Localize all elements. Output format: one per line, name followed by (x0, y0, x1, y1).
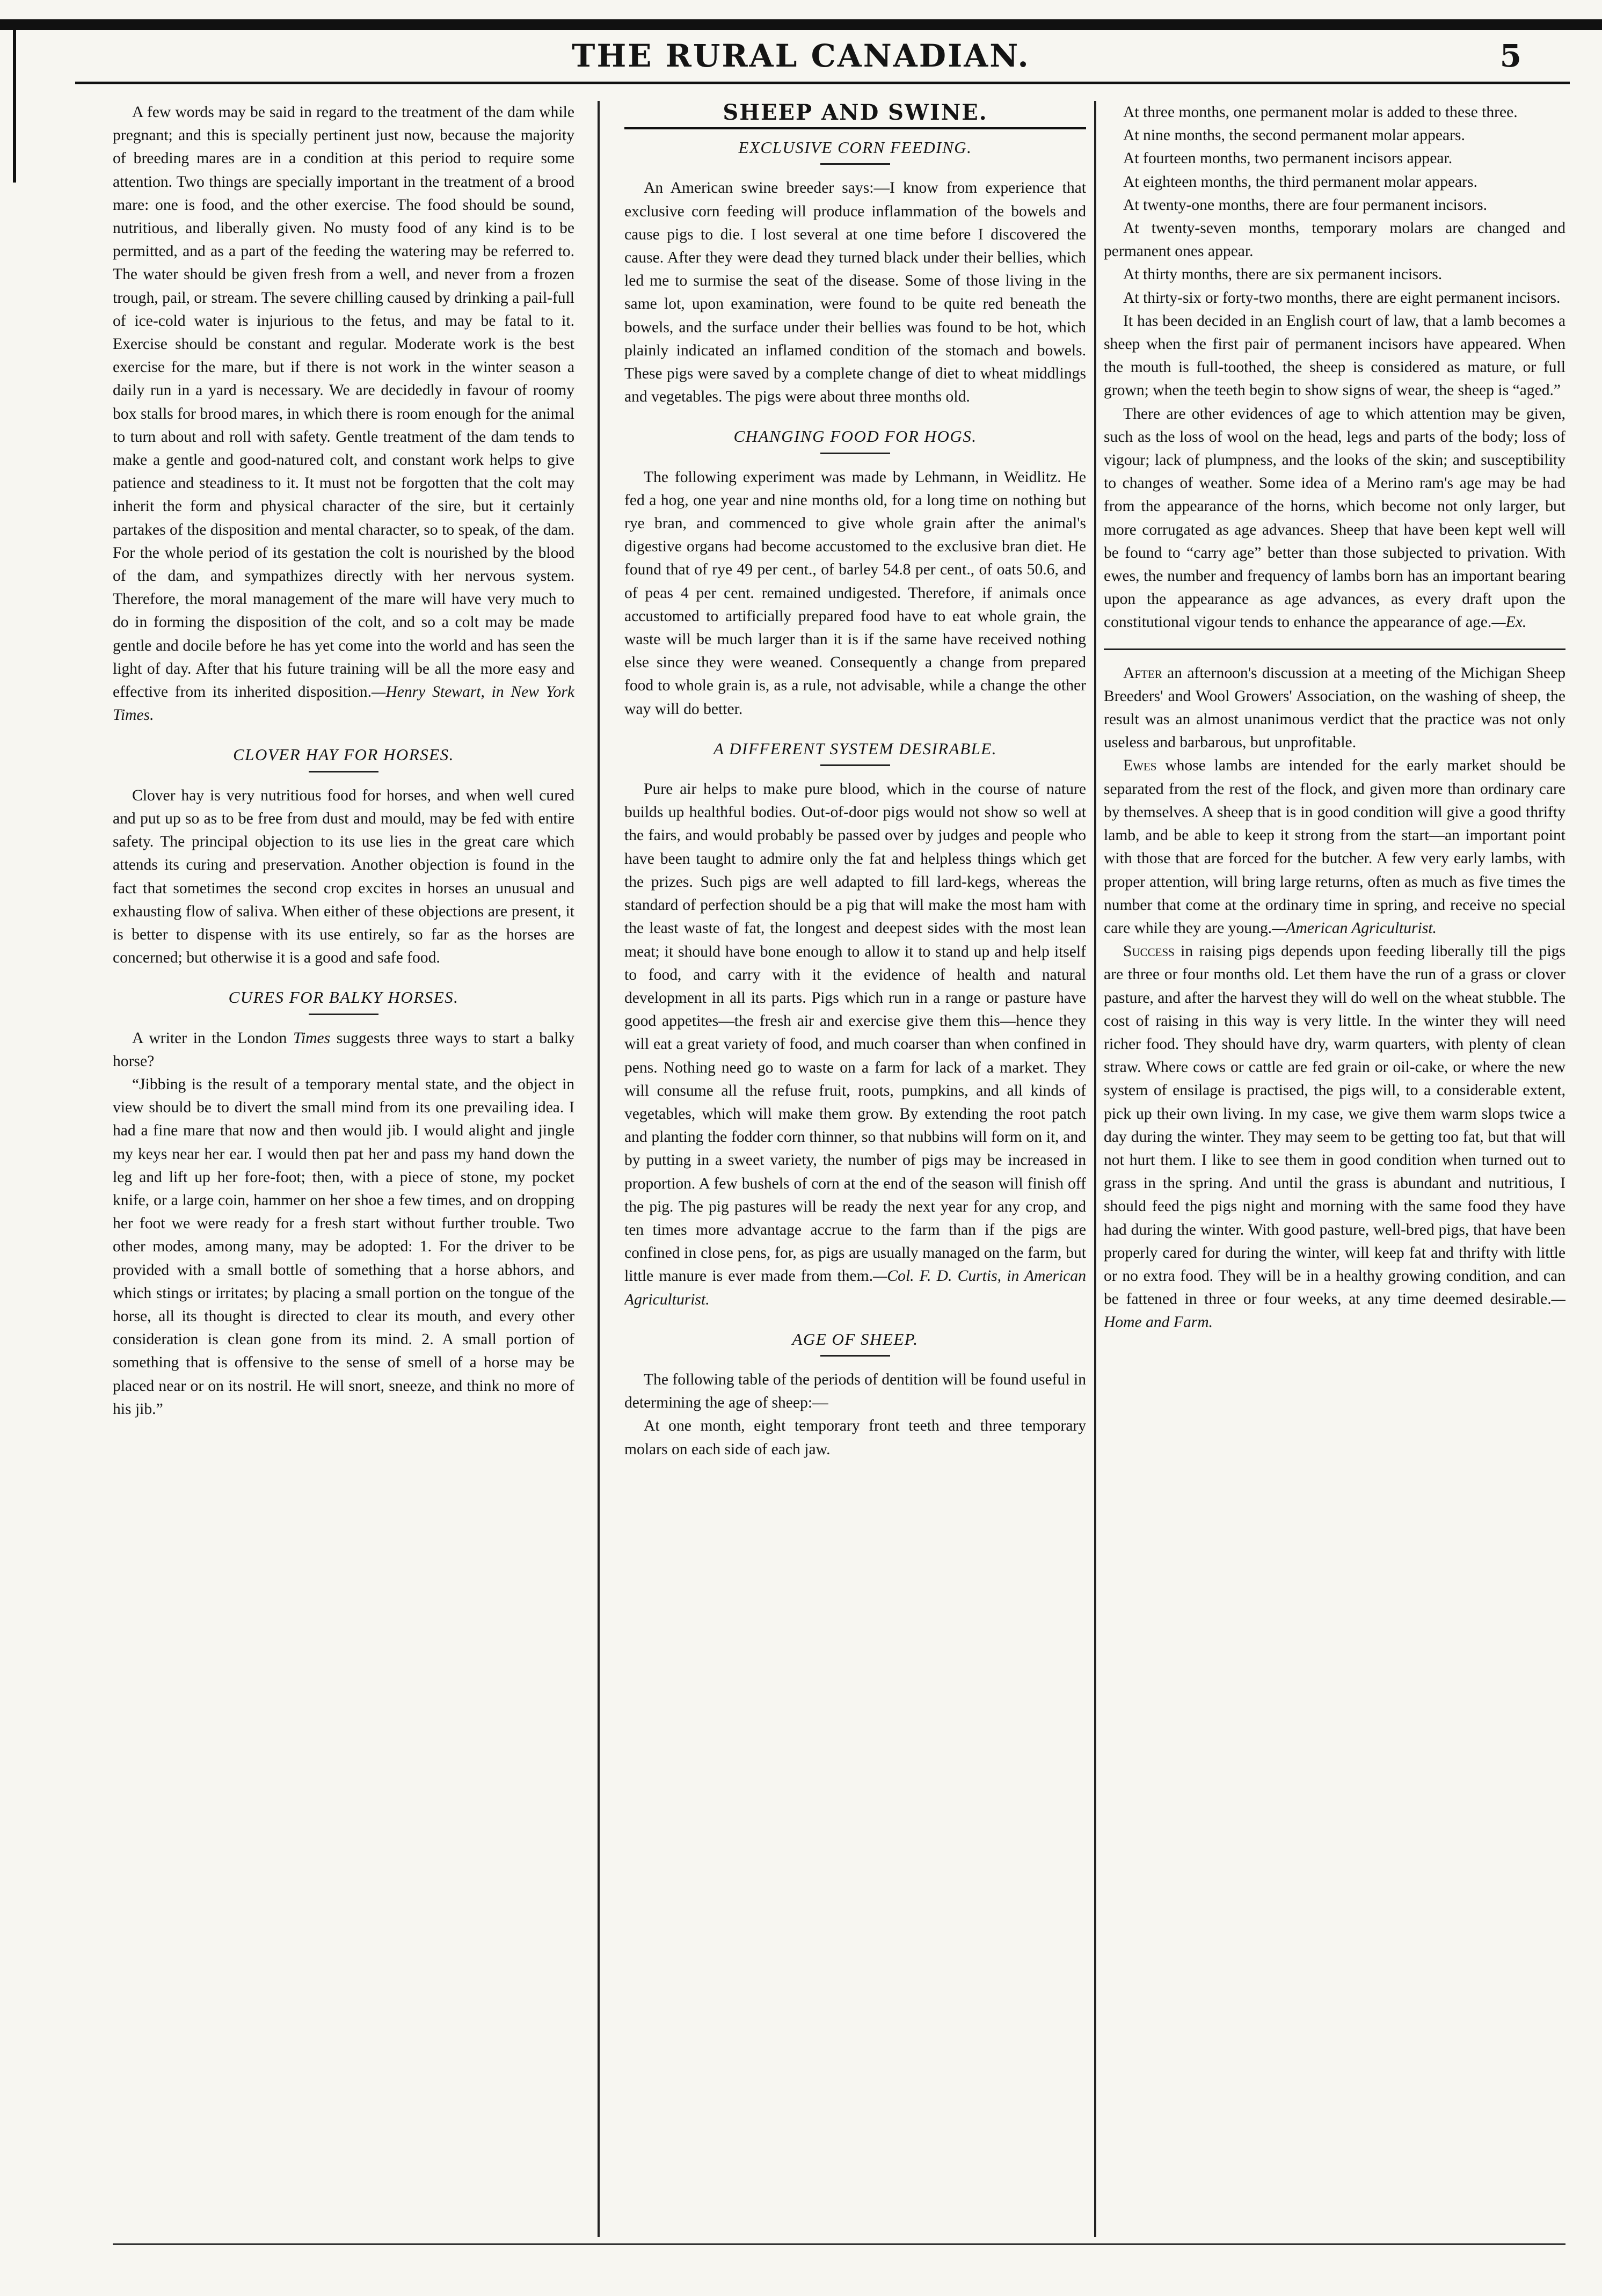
masthead (0, 38, 1602, 89)
different-system-credit: —Col. F. D. Curtis, in American Agriculturist. (624, 1267, 1086, 1308)
dentition-entry: At fourteen months, two permanent incisors appear. (1123, 150, 1453, 167)
early-lambs-lead: Ewes (1123, 757, 1157, 775)
age-of-sheep-intro: The following table of the periods of dentition will be found useful in determining the age of sheep:— (624, 1371, 1086, 1412)
raising-pigs-article (1104, 940, 1565, 1334)
balky-intro-text-end: suggests three ways to start a balky horse? (113, 1029, 574, 1070)
early-lambs-article (1104, 754, 1565, 940)
article-divider (1104, 648, 1565, 650)
dentition-entry: At nine months, the second permanent molar appears. (1123, 127, 1465, 144)
corn-feeding-text: An American swine breeder says:—I know from experience that exclusive corn feeding will produce inflammation of the bowels and cause pigs to die. I lost several at one time before I discovered the cause. After they were dead they turned black under their bellies, which led me to surmise the seat of the disease. Some of those living in the same lot, upon examination, were found to be quite red beneath the bowels, and the surface under their bellies was found to be hot, which plainly indicated an inflamed condition of the stomach and bowels. These pigs were saved by a complete change of diet to wheat middlings and vegetables. The pigs were about three months old. (624, 179, 1086, 406)
age-evidence-credit: —Ex. (1491, 614, 1527, 631)
short-rule (309, 771, 378, 772)
column-3 (1104, 101, 1565, 2237)
raising-pigs-lead: Success (1123, 943, 1175, 960)
sheep-washing-text: an afternoon's discussion at a meeting of the Michigan Sheep Breeders' and Wool Growers' Association, on the washing of sheep, the result was an almost unanimous verdict that the practice was not only useless and barbarous, but unprofitable. (1104, 664, 1565, 752)
early-lambs-text: whose lambs are intended for the early market should be separated from the rest of the flock, and given more than ordinary care by themselves. A sheep that is in good condition will give a good thrifty lamb, and be able to keep it strong from the start—an important point with those that are forced for the butcher. A few very early lambs, with proper attention, will bring large returns, often as much as five times the number that come at the ordinary time in spring, and receive no special care while they are young. (1104, 757, 1565, 937)
early-lambs-credit: —American Agriculturist. (1272, 919, 1437, 937)
sheep-washing-lead: After (1123, 664, 1162, 682)
dentition-entry: At thirty-six or forty-two months, there are eight permanent incisors. (1123, 289, 1561, 307)
short-rule (309, 1014, 378, 1015)
dentition-entry: At thirty months, there are six permanent incisors. (1123, 266, 1443, 283)
page-number: 5 (1499, 38, 1521, 74)
column-divider (598, 101, 600, 2237)
dentition-entry: At eighteen months, the third permanent molar appears. (1123, 173, 1477, 191)
balky-intro-text: A writer in the London (132, 1029, 294, 1047)
dentition-entry: At twenty-seven months, temporary molars are changed and permanent ones appear. (1104, 220, 1565, 260)
balky-horses-heading: CURES FOR BALKY HORSES. (228, 988, 459, 1007)
times-reference: Times (293, 1029, 331, 1047)
short-rule (820, 453, 890, 454)
section-rule (624, 127, 1086, 129)
corn-feeding-heading: EXCLUSIVE CORN FEEDING. (738, 138, 972, 157)
column-1 (113, 101, 574, 2237)
column-2 (624, 101, 1086, 2237)
dentition-entry: At three months, one permanent molar is added to these three. (1123, 104, 1518, 121)
clover-hay-text: Clover hay is very nutritious food for horses, and when well cured and put up so as to be free from dust and mould, may be fed with entire safety. The principal objection to its use lies in the great care which attends its curing and preservation. Another objection is found in the fact that sometimes the second crop excites in horses an unusual and exhausting flow of saliva. When either of these objections are present, it is better to dispense with its use entirely, so far as the horses are concerned; but otherwise it is a good and safe food. (113, 786, 574, 967)
top-rule (0, 19, 1602, 30)
age-of-sheep-one-month: At one month, eight temporary front teeth and three temporary molars on each side of each jaw. (624, 1417, 1086, 1458)
short-rule (820, 764, 890, 766)
clover-hay-heading: CLOVER HAY FOR HORSES. (233, 745, 454, 764)
column-divider (1094, 101, 1096, 2237)
brood-mare-article (113, 101, 574, 727)
different-system-text: Pure air helps to make pure blood, which in the course of nature builds up healthful bodies. Out-of-door pigs would not show so well at the fairs, and would probably be passed over by judges and people who have been taught to admire only the fat and helpless things which get the prizes. Such pigs are well adapted to fill lard-kegs, whereas the standard of perfection should be a pig that will make the most ham with the least waste of fat, the longest and deepest sides with the most lean meat; it should have bone enough to allow it to stand up and help itself to food, and carry with it the evidence of health and natural development in all its parts. Pigs which run in a range or pasture have good appetites—the fresh air and exercise give them this—hence they will eat a great variety of food, and much coarser than when confined in pens. Nothing need go to waste on a farm for lack of a market. They will consume all the refuse fruit, roots, pumpkins, and all kinds of vegetables, which will make them grow. By extending the root patch and planting the fodder corn thinner, so that nubbins will form on it, and by putting in a sweet variety, the number of pigs may be increased in proportion. A few bushels of corn at the end of the season will finish off the pig. The pig pastures will be ready the next year for any crop, and ten times more advantage accrue to the farm than if the pigs are confined in close pens, for, as pigs are usually managed on the farm, but little manure is ever made from them. (624, 781, 1086, 1285)
english-law-text: It has been decided in an English court of law, that a lamb becomes a sheep when the first pair of permanent incisors have appeared. When the mouth is full-toothed, the sheep is considered as mature, or full grown; when the teeth begin to show signs of wear, the sheep is “aged.” (1104, 312, 1565, 399)
dentition-entry: At twenty-one months, there are four permanent incisors. (1123, 196, 1487, 214)
changing-food-heading: CHANGING FOOD FOR HOGS. (733, 427, 977, 446)
brood-mare-text: A few words may be said in regard to the treatment of the dam while pregnant; and this is specially pertinent just now, because the majority of breeding mares are in a condition at this period to require some attention. Two things are specially important in the treatment of a brood mare: one is food, and the other exercise. The food should be sound, nutritious, and liberally given. No musty food of any kind is to be permitted, and as a part of the feeding the watering may be referred to. The water should be given fresh from a well, and never from a frozen trough, pail, or stream. The severe chilling caused by drinking a pail-full of ice-cold water is injurious to the fetus, and may be fatal to it. Exercise should be constant and regular. Moderate work is the best exercise for the mare, but if there is not work in the winter season a daily run in a yard is necessary. We are decidedly in favour of roomy box stalls for brood mares, in which there is room enough for the animal to turn about and roll with safety. Gentle treatment of the dam tends to make a gentle and good-natured colt, and constant work helps to give patience and steadiness to it. It must not be forgotten that the colt may inherit the form and physical character of the sire, but it certainly partakes of the disposition and mental character, so to speak, of the dam. For the whole period of its gestation the colt is nourished by the blood of the dam, and sympathizes directly with her nervous system. Therefore, the moral management of the mare will have very much to do in forming the disposition of the colt, and so a colt may be made gentle and docile before he has yet come into the world and has seen the light of day. After that his future training will be all the more easy and effective from its inherited disposition. (113, 104, 574, 701)
age-of-sheep-heading: AGE OF SHEEP. (792, 1329, 919, 1349)
masthead-title: THE RURAL CANADIAN. (572, 38, 1030, 74)
different-system-heading: A DIFFERENT SYSTEM DESIRABLE. (713, 739, 997, 758)
balky-horses-quote: “Jibbing is the result of a temporary mental state, and the object in view should be to divert the small mind from its one prevailing idea. I had a fine mare that now and then would jib. I would alight and jingle my keys near her ear. I would then pat her and pass my hand down the leg and lift up her fore-foot; then, with a piece of stone, my pocket knife, or a large coin, hammer on her shoe a few times, and on dropping her foot we were ready for a fresh start without further trouble. Two other modes, among many, may be adopted: 1. For the driver to be provided with a small bottle of something that a horse abhors, and which stings or irritates; by placing a small portion on the tongue of the horse, all its thought is directed to clear its mouth, and every other consideration is clean gone from its mind. 2. A small portion of something that is offensive to the sense of smell of a horse may be placed near or on its nostril. He will snort, sneeze, and think no more of his jib.” (113, 1075, 574, 1418)
balky-horses-intro (113, 1027, 574, 1073)
changing-food-text: The following experiment was made by Lehmann, in Weidlitz. He fed a hog, one year and nine months old, for a long time on nothing but rye bran, and commenced to give whole grain after the animal's digestive organs had become accustomed to the exclusive bran diet. He found that of rye 49 per cent., of barley 54.8 per cent., of oats 50.6, and of peas 4 per cent. remained undigested. Therefore, if animals once accustomed to artificially prepared food have to eat whole grain, the waste will be much larger than it is if the same have received nothing else since they were weaned. Consequently a change from prepared food to whole grain is, as a rule, not advisable, while a change the other way will do better. (624, 468, 1086, 718)
raising-pigs-credit: —Home and Farm. (1104, 1291, 1565, 1331)
different-system-article (624, 778, 1086, 1311)
brood-mare-credit: —Henry Stewart, in New York Times. (113, 683, 574, 724)
short-rule (820, 163, 890, 165)
section-title: SHEEP AND SWINE. (723, 101, 988, 125)
masthead-rule (75, 82, 1570, 84)
short-rule (820, 1355, 890, 1357)
bottom-rule (113, 2243, 1565, 2245)
age-evidence-article (1104, 403, 1565, 635)
raising-pigs-text: in raising pigs depends upon feeding liberally till the pigs are three or four months old. Let them have the run of a grass or clover pasture, and after the harvest they will do well on the wheat stubble. The cost of raising in this way is very little. In the winter they will need richer food. They should have dry, warm quarters, with plenty of clean straw. Where cows or cattle are fed grain or oil-cake, or where the new system of ensilage is practised, the pigs will, to a considerable extent, pick up their own living. In my case, we give them warm slops twice a day during the winter. They may seem to be getting too fat, but that will not hurt them. I like to see them in good condition when turned out to grass in the spring. And until the grass is abundant and nutritious, I should feed the pigs night and morning with the same food they have had during the winter. With good pasture, well-bred pigs, that have been properly cared for during the winter, will keep fat and thrifty with little or no extra food. They will be in a healthy growing condition, and can be fattened in three or four weeks, at any time deemed desirable. (1104, 943, 1565, 1308)
age-evidence-text: There are other evidences of age to which attention may be given, such as the loss of wool on the head, legs and parts of the body; loss of vigour; lack of plumpness, and the looks of the skin; and susceptibility to changes of weather. Some idea of a Merino ram's age may be had from the appearance of the horns, which become not only larger, but more corrugated as age advances. Sheep that have been kept well will be found to “carry age” better than those subjected to privation. With ewes, the number and frequency of lambs born has an important bearing upon the appearance as age advances, as every draft upon the constitutional vigour tends to enhance the appearance of age. (1104, 405, 1565, 631)
sheep-washing-article (1104, 662, 1565, 755)
